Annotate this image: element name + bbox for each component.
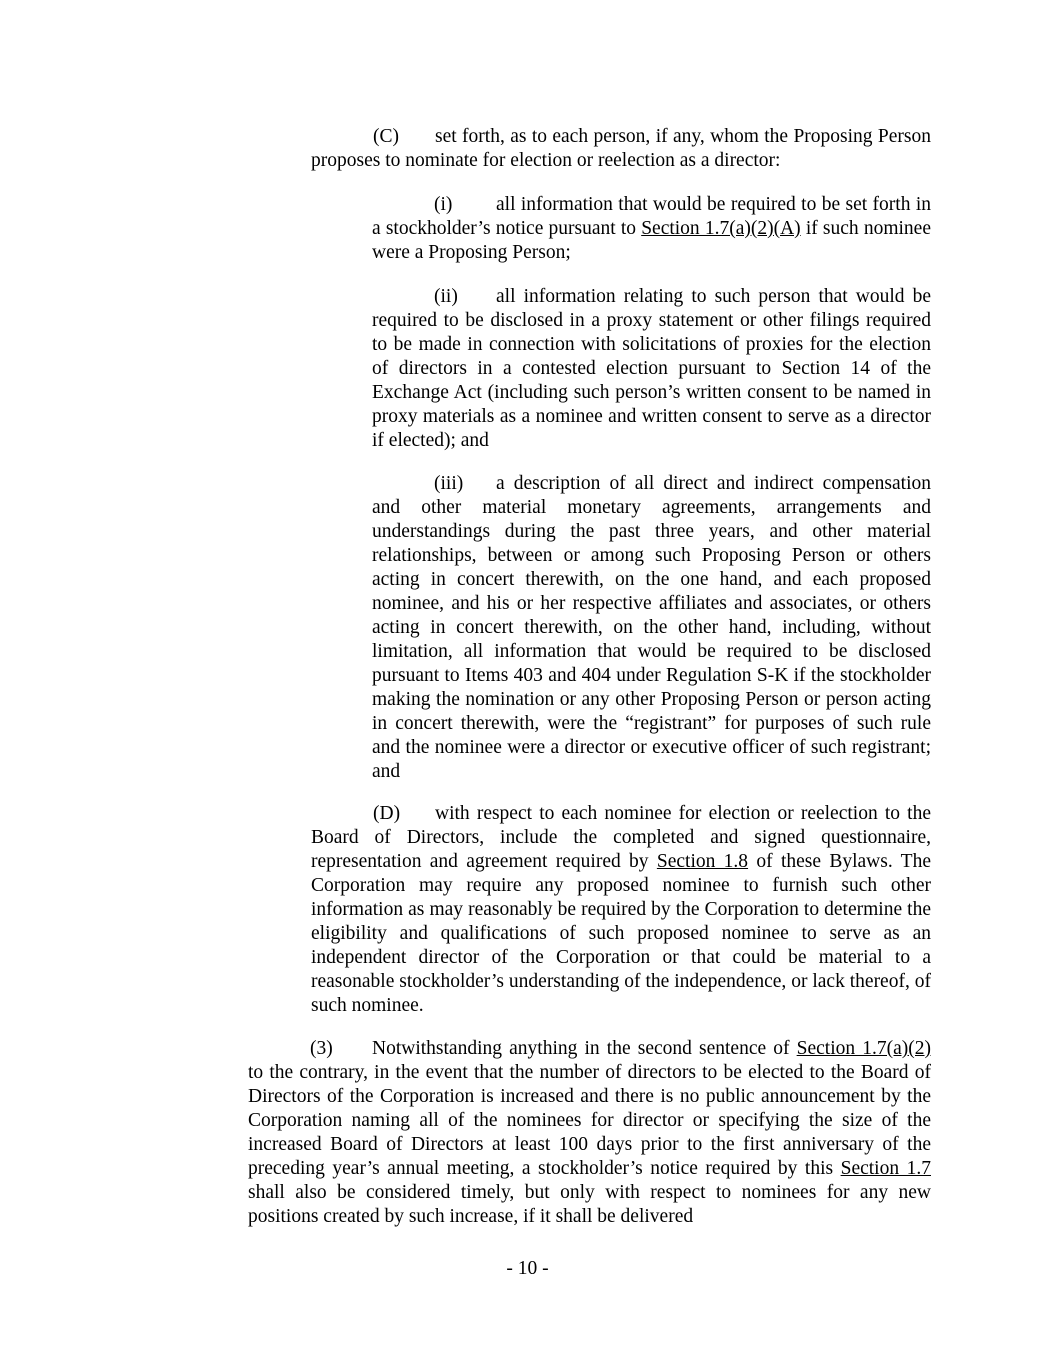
section-reference-link[interactable]: Section 1.7(a)(2)(A)	[641, 218, 801, 239]
paragraph-label: (3)	[310, 1038, 333, 1059]
section-reference-link[interactable]: Section 1.7	[840, 1158, 931, 1179]
paragraph-label: (i)	[434, 194, 453, 215]
paragraph-label: (ii)	[434, 286, 458, 307]
section-reference-link[interactable]: Section 1.8	[656, 851, 749, 872]
paragraph-ii	[372, 285, 931, 453]
paragraph-text: set forth, as to each person, if any, whom the Proposing Person proposes to nominate for election or reelection as a director:	[311, 126, 931, 171]
paragraph-label: (D)	[373, 803, 401, 824]
paragraph-label: (C)	[373, 126, 399, 147]
paragraph-text: shall also be considered timely, but only with respect to nominees for any new positions created by such increase, if it shall be delivered	[248, 1182, 931, 1227]
paragraph-label: (iii)	[434, 473, 464, 494]
paragraph-text: if such nominee were a Proposing Person;	[372, 218, 931, 263]
paragraph-text: with respect to each nominee for election or reelection to the Board of Directors, include the completed and signed questionnaire, representation and agreement required by	[311, 803, 931, 872]
section-reference-link[interactable]: Section 1.7(a)(2)	[796, 1038, 931, 1059]
paragraph-text: to the contrary, in the event that the number of directors to be elected to the Board of Directors of the Corporation is increased and there is no public announcement by the Corporation naming all of the nominees for director or specifying the size of the increased Board of Directors at least 100 days prior to the first anniversary of the preceding year’s annual meeting, a stockholder’s notice required by this	[248, 1062, 931, 1179]
paragraph-3	[248, 1037, 931, 1229]
paragraph-text: all information that would be required to be set forth in a stockholder’s notice pursuant to	[372, 194, 931, 239]
paragraph-c	[311, 125, 931, 173]
paragraph-d	[311, 802, 931, 1018]
paragraph-text: a description of all direct and indirect compensation and other material monetary agreements, arrangements and understandings during the past three years, and other material relationships, between or among such Proposing Person or others acting in concert therewith, on the one hand, and each proposed nominee, and his or her respective affiliates and associates, or others acting in concert therewith, on the other hand, including, without limitation, all information that would be required to be disclosed pursuant to Items 403 and 404 under Regulation S-K if the stockholder making the nomination or any other Proposing Person or person acting in concert therewith, were the “registrant” for purposes of such rule and the nominee were a director or executive officer of such registrant; and	[372, 473, 931, 782]
page-number: - 10 -	[506, 1258, 549, 1279]
paragraph-i	[372, 193, 931, 265]
paragraph-iii	[372, 472, 931, 784]
paragraph-text: all information relating to such person that would be required to be disclosed in a proxy statement or other filings required to be made in connection with solicitations of proxies for the election of directors in a contested election pursuant to Section 14 of the Exchange Act (including such person’s written consent to be named in proxy materials as a nominee and written consent to serve as a director if elected); and	[372, 286, 931, 451]
paragraph-text: Notwithstanding anything in the second sentence of	[372, 1038, 797, 1059]
paragraph-text: of these Bylaws. The Corporation may require any proposed nominee to furnish such other information as may reasonably be required by the Corporation to determine the eligibility and qualifications of such proposed nominee to serve as an independent director of the Corporation or that could be material to a reasonable stockholder’s understanding of the independence, or lack thereof, of such nominee.	[311, 851, 931, 1016]
